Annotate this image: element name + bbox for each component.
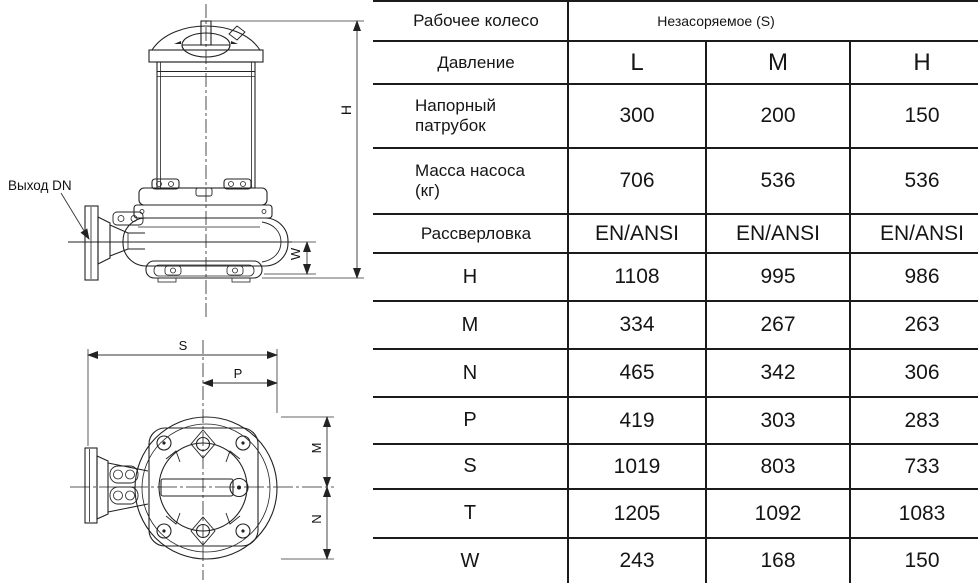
table-row [373, 148, 978, 214]
plan-view-dimensions [88, 349, 334, 559]
table-row [373, 84, 978, 148]
row-label: T [373, 489, 568, 538]
dim-label-s: S [178, 338, 188, 353]
value-cell: 733 [850, 444, 978, 489]
value-cell: 267 [706, 301, 850, 349]
value-cell: 465 [568, 349, 706, 397]
table-row [373, 214, 978, 253]
pressure-column-header: L [568, 41, 706, 84]
value-cell: 306 [850, 349, 978, 397]
value-cell: 803 [706, 444, 850, 489]
row-label: Масса насоса (кг) [373, 148, 568, 214]
row-label: W [373, 538, 568, 583]
row-label: N [373, 349, 568, 397]
value-cell: 200 [706, 84, 850, 148]
table-row [373, 489, 978, 538]
value-cell: 334 [568, 301, 706, 349]
seal-housing [139, 188, 267, 205]
cable-entry [229, 26, 245, 40]
row-label: S [373, 444, 568, 489]
value-cell: 1205 [568, 489, 706, 538]
impeller-type-cell: Незасоряемое (S) [568, 1, 978, 41]
row-label: H [373, 253, 568, 301]
value-cell: 150 [850, 538, 978, 583]
table-row [373, 1, 978, 41]
row-label: Давление [373, 41, 568, 84]
table-row [373, 253, 978, 301]
value-cell: 303 [706, 397, 850, 444]
value-cell: 1092 [706, 489, 850, 538]
value-cell: 986 [850, 253, 978, 301]
value-cell: 1019 [568, 444, 706, 489]
value-cell: 168 [706, 538, 850, 583]
value-cell: 995 [706, 253, 850, 301]
table-row [373, 41, 978, 84]
shaft-slot [161, 479, 233, 496]
dim-label-p: P [233, 366, 243, 381]
value-cell: 263 [850, 301, 978, 349]
row-label: Рабочее колесо [373, 1, 568, 41]
bottom-plate [146, 261, 262, 278]
value-cell: 536 [706, 148, 850, 214]
row-label: Рассверловка [373, 214, 568, 253]
table-row [373, 397, 978, 444]
value-cell: 243 [568, 538, 706, 583]
value-cell: 150 [850, 84, 978, 148]
value-cell: 419 [568, 397, 706, 444]
dim-label-m: M [309, 442, 324, 454]
row-label: M [373, 301, 568, 349]
value-cell: EN/ANSI [850, 214, 978, 253]
pump-side-view [68, 4, 292, 318]
value-cell: 283 [850, 397, 978, 444]
value-cell: 1083 [850, 489, 978, 538]
value-cell: 706 [568, 148, 706, 214]
value-cell: 536 [850, 148, 978, 214]
table-row [373, 538, 978, 583]
table-row [373, 349, 978, 397]
row-label: P [373, 397, 568, 444]
discharge-flange [85, 206, 98, 280]
value-cell: EN/ANSI [568, 214, 706, 253]
dim-label-n: N [309, 514, 324, 524]
value-cell: EN/ANSI [706, 214, 850, 253]
row-label: Напорный патрубок [373, 84, 568, 148]
dimension-table [373, 0, 978, 583]
flange-hub [98, 217, 110, 264]
dim-label-h: H [338, 104, 354, 116]
value-cell: 1108 [568, 253, 706, 301]
pump-plan-view [70, 340, 334, 580]
side-view-dimensions [61, 21, 364, 278]
pump-technical-drawing [0, 0, 373, 583]
value-cell: 342 [706, 349, 850, 397]
discharge-flange-plan [85, 448, 97, 523]
pressure-column-header: M [706, 41, 850, 84]
value-cell: 300 [568, 84, 706, 148]
outlet-label: Выход DN [8, 178, 72, 193]
dimension-table-container [373, 0, 978, 583]
table-row [373, 301, 978, 349]
pressure-column-header: H [850, 41, 978, 84]
table-row [373, 444, 978, 489]
dim-label-w: W [288, 247, 303, 261]
